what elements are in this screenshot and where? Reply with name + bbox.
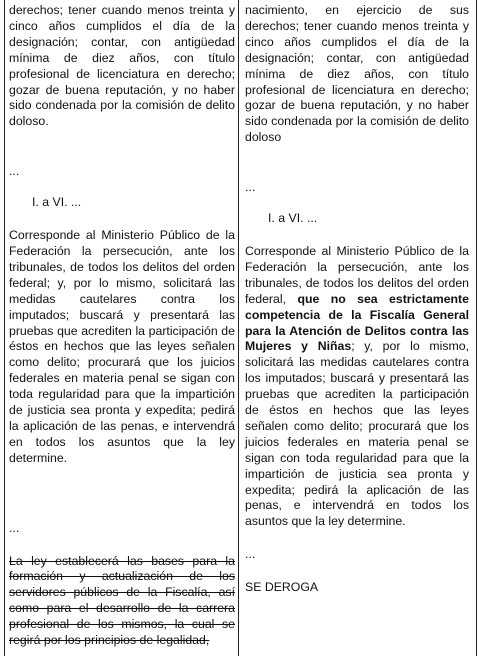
right-para-text-b: ; y, por lo mismo, solicitará las medidas cautelares contra los imputados; buscará y presentará las pruebas que acrediten la participación de éstos en hechos que las leyes señalen como delito; procurará que los juicios federales en materia penal se sigan con toda regularidad para que la impartición de justicia sea pronta y expedita; pedirá la aplicación de las penas, e intervendrá en todos los asuntos que la ley determine. [245, 339, 469, 529]
right-ellipsis-1: ... [245, 180, 256, 195]
right-ellipsis-2: ... [245, 547, 256, 562]
current-text-column [9, 0, 235, 649]
column-divider [238, 0, 239, 656]
left-ellipsis-1: ... [9, 164, 20, 179]
right-paragraph-ministerio-publico [245, 244, 469, 530]
right-paragraph-requirements: nacimiento, en ejercicio de sus derechos; tener cuando menos treinta y cinco años cumplidos el día de la designación; contar, con antigüedad mínima de diez años, con título profesional de licenciatura en derecho; gozar de buena reputación, y no haber sido condenada por la comisión de delito doloso [245, 3, 469, 145]
left-paragraph-ministerio-publico: Corresponde al Ministerio Público de la Federación la persecución, ante los tribunales, de todos los delitos del orden federal; y, por lo mismo, solicitará las medidas cautelares contra los imputados; buscará y presentará las pruebas que acrediten la participación de éstos en hechos que las leyes señalen como delito; procurará que los juicios federales en materia penal se sigan con toda regularidad para que la impartición de justicia sea pronta y expedita; pedirá la aplicación de las penas, e intervendrá en todos los asuntos que la ley determine. [9, 228, 235, 465]
right-roman-fractions: I. a VI. ... [268, 211, 318, 226]
right-para-bold-amendment: que no sea estrictamente competencia de la Fiscalía General para la Atención de Delitos contra las Mujeres y Niñas [245, 291, 469, 354]
right-para-text-a: Corresponde al Ministerio Público de la Federación la persecución, ante los tribunales, de todos los delitos del orden federal, [245, 243, 469, 306]
left-struck-paragraph: La ley establecerá las bases para la formación y actualización de los servidores públicos de la Fiscalía, así como para el desarrollo de la carrera profesional de los mismos, la cual se regirá por los principios de legalidad, [9, 553, 235, 648]
left-ellipsis-2: ... [9, 520, 20, 535]
proposed-text-column [245, 0, 469, 596]
left-roman-fractions: I. a VI. ... [32, 195, 82, 210]
left-paragraph-requirements: derechos; tener cuando menos treinta y cinco años cumplidos el día de la designación; contar, con antigüedad mínima de diez años, con título profesional de licenciatura en derecho; gozar de buena reputación, y no haber sido condenada por la comisión de delito doloso. [9, 3, 235, 129]
right-derogated-label: SE DEROGA [245, 580, 319, 595]
